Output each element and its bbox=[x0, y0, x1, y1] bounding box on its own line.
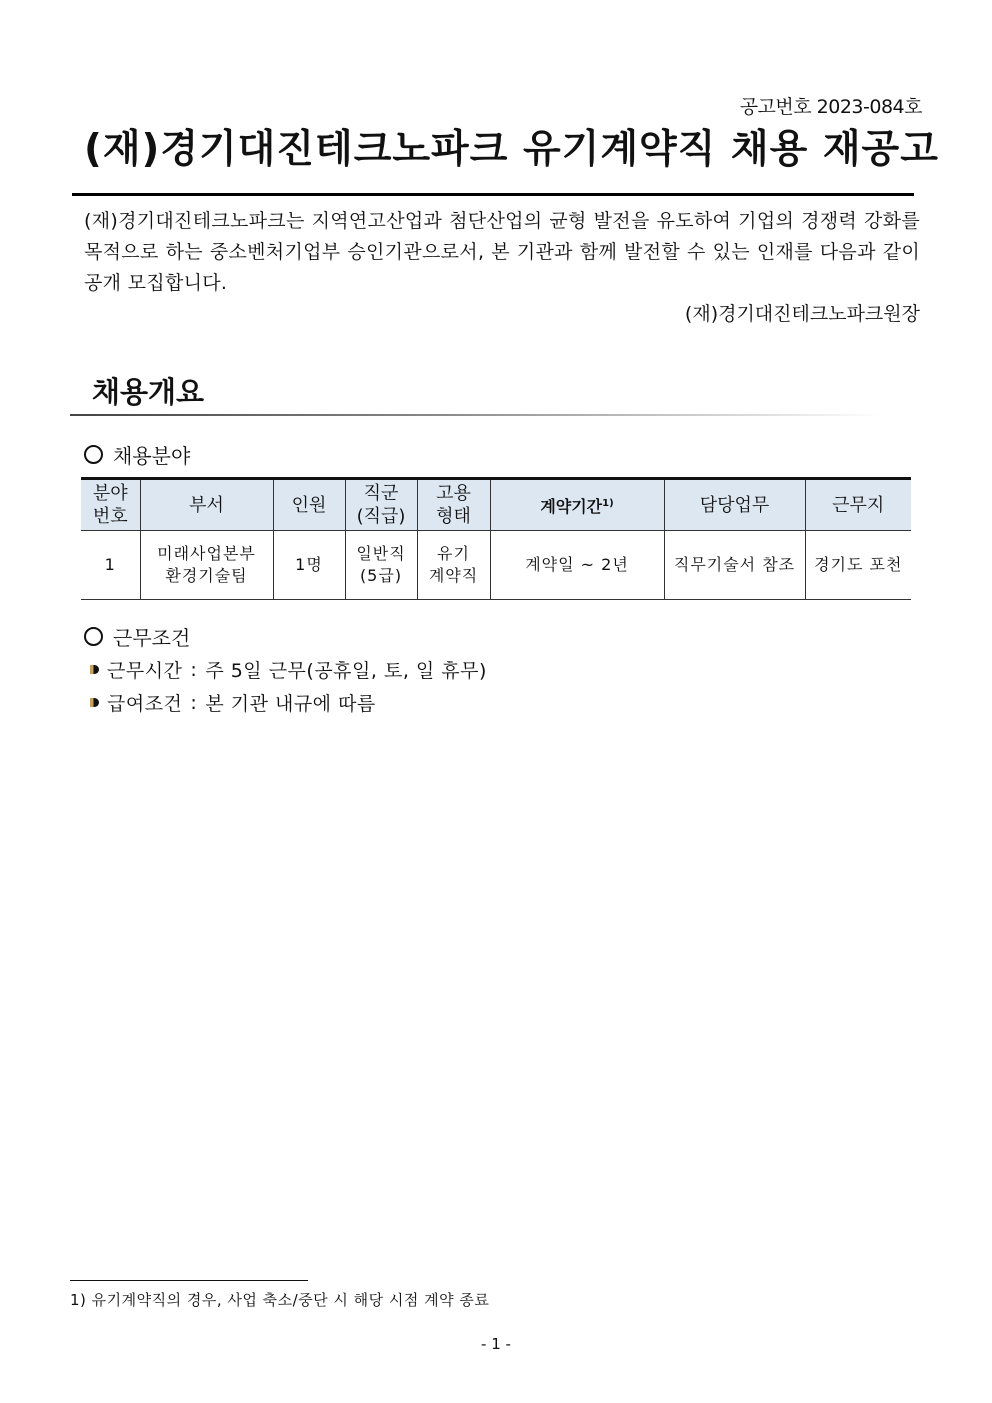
notice-number: 공고번호 2023-084호 bbox=[739, 96, 922, 118]
header-job-group: 직군 (직급) bbox=[345, 479, 417, 531]
header-contract-period: 계약기간$^{1)}$ bbox=[490, 479, 664, 531]
cell-contract-period: 계약일 ~ 2년 bbox=[490, 531, 664, 600]
condition-label: 근무시간 bbox=[107, 660, 183, 682]
recruit-table bbox=[81, 477, 911, 600]
condition-separator: : bbox=[190, 658, 198, 681]
half-circle-bullet-icon bbox=[90, 665, 99, 674]
footnote-mark: 1) bbox=[602, 498, 614, 509]
circle-bullet-icon bbox=[84, 445, 103, 464]
cell-job-group: 일반직 (5급) bbox=[345, 531, 417, 600]
header-location: 근무지 bbox=[805, 479, 911, 531]
recruit-field-heading bbox=[84, 440, 190, 469]
footnote-divider bbox=[70, 1280, 308, 1281]
work-conditions-heading-label: 근무조건 bbox=[113, 626, 191, 650]
page-title: (재)경기대진테크노파크 유기계약직 채용 재공고 bbox=[84, 127, 939, 172]
cell-headcount: 1명 bbox=[273, 531, 345, 600]
condition-label: 급여조건 bbox=[107, 693, 183, 715]
list-item bbox=[90, 689, 376, 716]
table-header-row bbox=[81, 479, 911, 531]
condition-separator: : bbox=[190, 691, 198, 714]
cell-location: 경기도 포천 bbox=[805, 531, 911, 600]
cell-dept: 미래사업본부 환경기술팀 bbox=[140, 531, 273, 600]
cell-duty: 직무기술서 참조 bbox=[664, 531, 805, 600]
section-title: 채용개요 bbox=[92, 375, 205, 409]
title-divider bbox=[72, 193, 914, 196]
cell-employment-type: 유기 계약직 bbox=[417, 531, 490, 600]
condition-value: 본 기관 내규에 따름 bbox=[205, 693, 376, 715]
condition-value: 주 5일 근무(공휴일, 토, 일 휴무) bbox=[205, 660, 487, 682]
header-headcount: 인원 bbox=[273, 479, 345, 531]
list-item bbox=[90, 656, 487, 683]
intro-signature: (재)경기대진테크노파크원장 bbox=[684, 303, 920, 325]
half-circle-bullet-icon bbox=[90, 698, 99, 707]
header-employment-type: 고용 형태 bbox=[417, 479, 490, 531]
footnote: 1) 유기계약직의 경우, 사업 축소/중단 시 해당 시점 계약 종료 bbox=[70, 1291, 490, 1309]
page-number: - 1 - bbox=[481, 1335, 511, 1353]
work-conditions-heading bbox=[84, 622, 190, 651]
circle-bullet-icon bbox=[84, 627, 103, 646]
header-field-no: 분야 번호 bbox=[81, 479, 140, 531]
header-dept: 부서 bbox=[140, 479, 273, 531]
section-divider bbox=[70, 414, 880, 416]
table-row bbox=[81, 531, 911, 600]
cell-field-no: 1 bbox=[81, 531, 140, 600]
recruit-field-heading-label: 채용분야 bbox=[113, 444, 191, 468]
intro-paragraph: (재)경기대진테크노파크는 지역연고산업과 첨단산업의 균형 발전을 유도하여 기업의 경쟁력 강화를 목적으로 하는 중소벤처기업부 승인기관으로서, 본 기관과 함께 발전할 수 있는 인재를 다음과 같이 공개 모집합니다. bbox=[84, 210, 920, 294]
header-duty: 담당업무 bbox=[664, 479, 805, 531]
